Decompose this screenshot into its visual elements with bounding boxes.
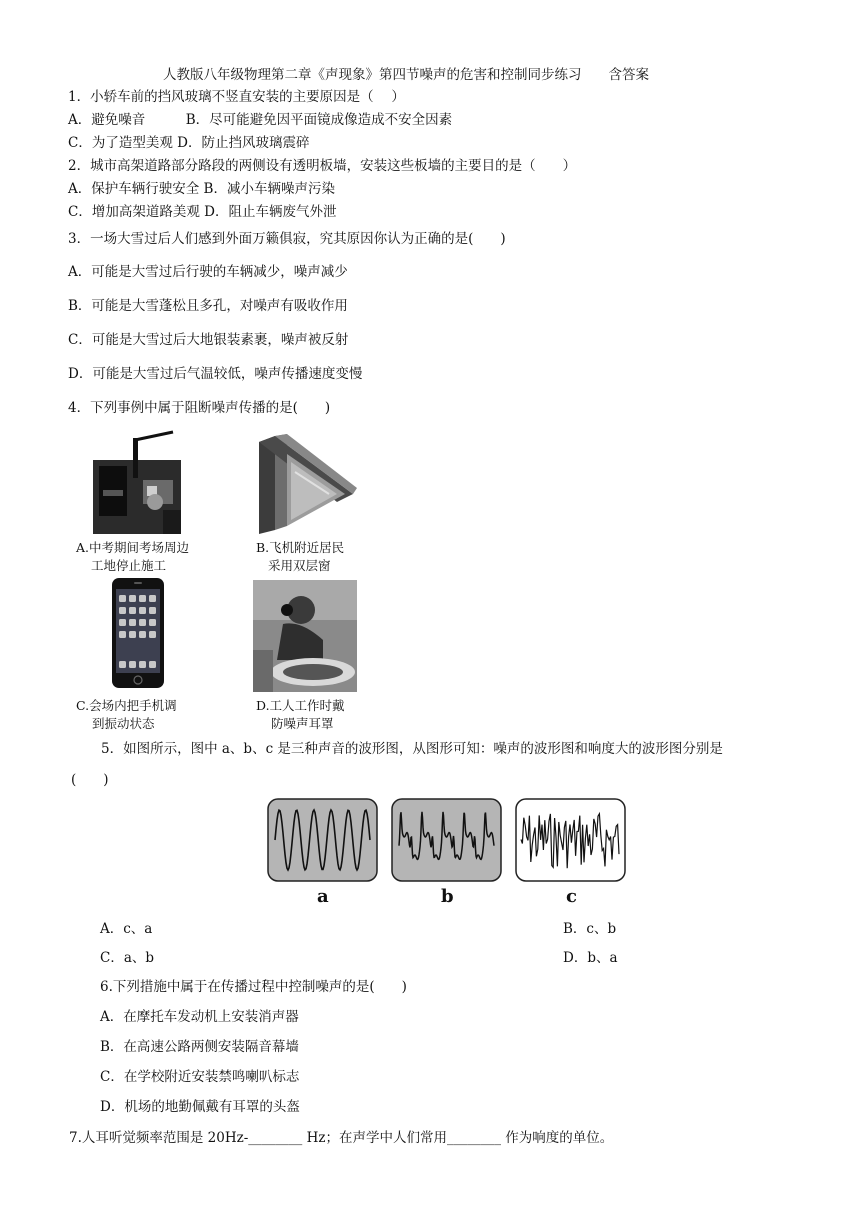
q5-option-d: D．b、a	[563, 950, 618, 966]
q3-stem: 3．一场大雪过后人们感到外面万籁俱寂，究其原因你认为正确的是( )	[68, 231, 506, 247]
double-window-photo	[245, 432, 357, 534]
q4-option-d-caption-2: 防噪声耳罩	[271, 716, 334, 731]
waveform-b-label: b	[441, 886, 454, 907]
q7-text: 7.人耳听觉频率范围是 20Hz-________ Hz；在声学中人们常用________ 作为响度的单位。	[69, 1130, 614, 1146]
waveform-b	[391, 798, 502, 882]
smartphone-photo	[110, 577, 166, 689]
q1-stem: 1．小轿车前的挡风玻璃不竖直安装的主要原因是（ ）	[68, 89, 405, 105]
q2-options-cd: C．增加高架道路美观 D．阻止车辆废气外泄	[68, 204, 337, 220]
construction-site-photo	[93, 430, 181, 534]
page-title: 人教版八年级物理第二章《声现象》第四节噪声的危害和控制同步练习 含答案	[163, 67, 649, 83]
q4-option-c-caption-1: C.会场内把手机调	[76, 698, 177, 713]
q1-options-cd: C．为了造型美观 D．防止挡风玻璃震碎	[68, 135, 310, 151]
q4-stem: 4．下列事例中属于阻断噪声传播的是( )	[68, 400, 331, 416]
q3-option-c: C．可能是大雪过后大地银装素裹，噪声被反射	[68, 332, 349, 348]
waveform-a-label: a	[317, 886, 329, 907]
q4-option-a-caption-1: A.中考期间考场周边	[76, 540, 190, 555]
q3-option-d: D．可能是大雪过后气温较低，噪声传播速度变慢	[68, 366, 363, 382]
q6-option-c: C．在学校附近安装禁鸣喇叭标志	[100, 1069, 300, 1085]
q6-option-a: A．在摩托车发动机上安装消声器	[100, 1009, 299, 1025]
waveform-c	[515, 798, 626, 882]
q4-option-d-caption-1: D.工人工作时戴	[256, 698, 345, 713]
q5-paren: ( )	[71, 772, 109, 788]
q2-options-ab: A．保护车辆行驶安全 B．减小车辆噪声污染	[68, 181, 335, 197]
q5-stem: 5．如图所示，图中 a、b、c 是三种声音的波形图，从图形可知：噪声的波形图和响度大的波形图分别是	[101, 741, 723, 757]
q5-option-a: A．c、a	[100, 921, 153, 937]
waveform-a	[267, 798, 378, 882]
q5-option-c: C．a、b	[100, 950, 155, 966]
q4-option-b-caption-2: 采用双层窗	[268, 558, 331, 573]
q2-stem: 2．城市高架道路部分路段的两侧设有透明板墙，安装这些板墙的主要目的是（ ）	[68, 158, 577, 174]
q3-option-b: B．可能是大雪蓬松且多孔，对噪声有吸收作用	[68, 298, 348, 314]
q1-options-ab: A．避免噪音 B．尽可能避免因平面镜成像造成不安全因素	[68, 112, 453, 128]
worker-earmuffs-photo	[253, 580, 357, 692]
q6-option-b: B．在高速公路两侧安装隔音幕墙	[100, 1039, 299, 1055]
waveform-c-label: c	[566, 886, 577, 907]
q3-option-a: A．可能是大雪过后行驶的车辆减少，噪声减少	[68, 264, 348, 280]
q4-option-c-caption-2: 到振动状态	[92, 716, 155, 731]
q6-stem: 6.下列措施中属于在传播过程中控制噪声的是( )	[100, 979, 407, 995]
q6-option-d: D．机场的地勤佩戴有耳罩的头盔	[100, 1099, 300, 1115]
q4-option-a-caption-2: 工地停止施工	[91, 558, 167, 573]
q4-option-b-caption-1: B.飞机附近居民	[256, 540, 345, 555]
q5-option-b: B．c、b	[563, 921, 617, 937]
